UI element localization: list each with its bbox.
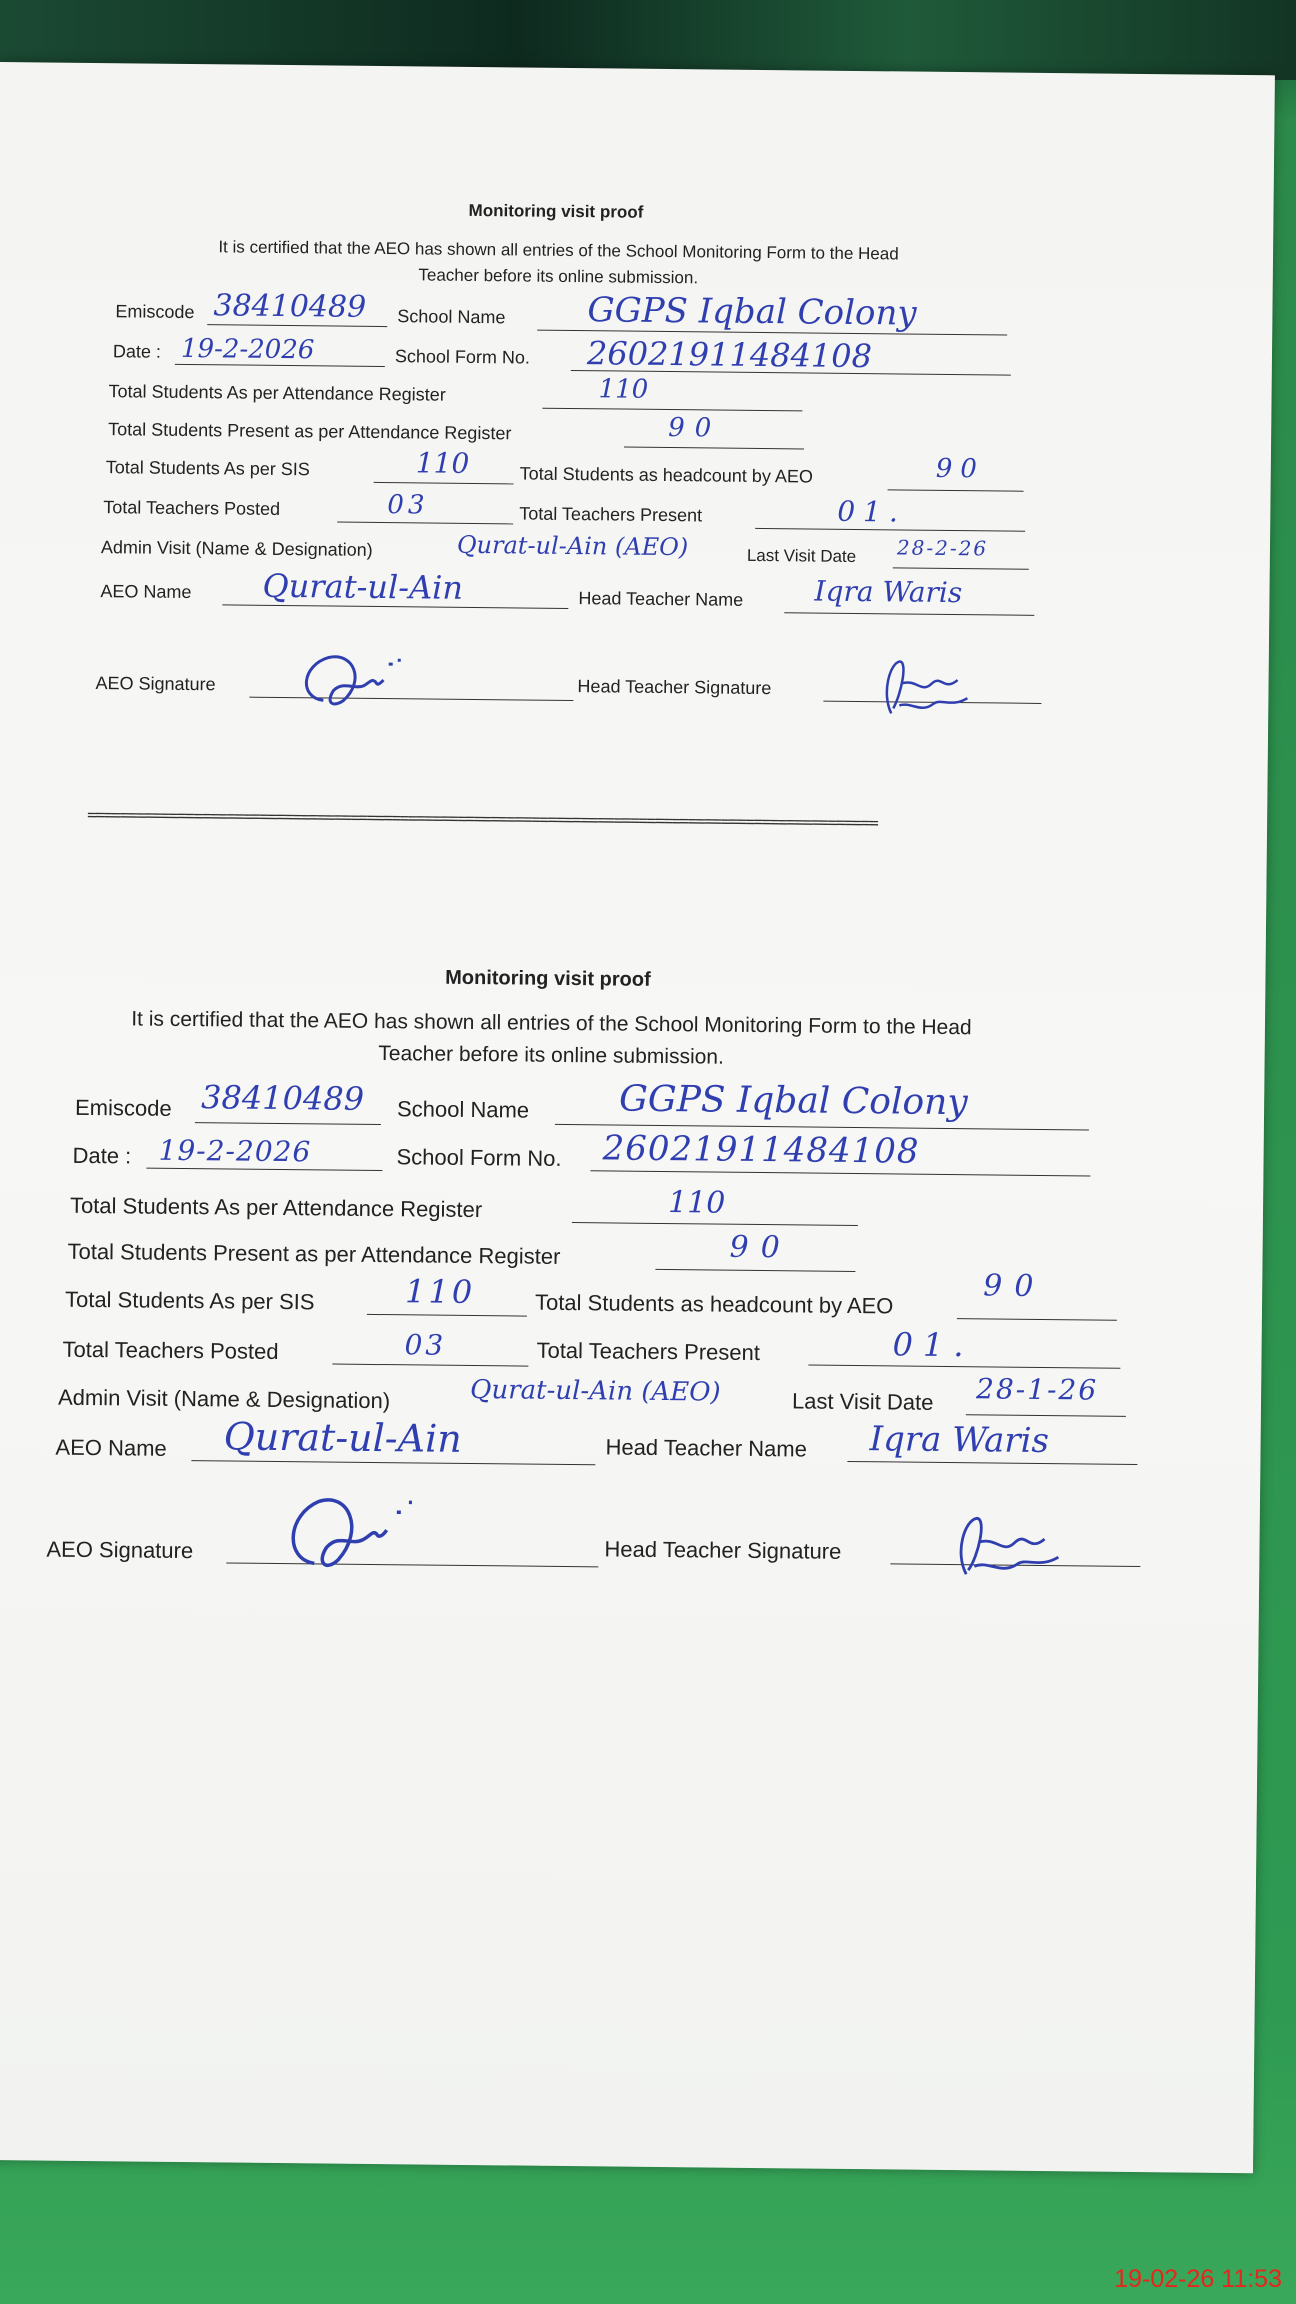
total-attendance-value: 110 [598, 374, 649, 405]
school-form-no-value: 26021911484108 [602, 1128, 920, 1172]
last-visit-value: 28-1-26 [975, 1372, 1099, 1407]
head-teacher-name-value: Iqra Waris [814, 574, 963, 610]
emiscode-value: 38410489 [213, 288, 367, 325]
head-teacher-signature-drawing [944, 1512, 1095, 1590]
total-sis-line [367, 1314, 527, 1317]
head-teacher-signature-drawing [871, 653, 1002, 729]
aeo-name-line [191, 1460, 595, 1465]
aeo-signature-label: AEO Signature [46, 1536, 194, 1564]
school-name-value: GGPS Iqbal Colony [618, 1078, 968, 1124]
total-present-line [655, 1269, 855, 1272]
teachers-posted-line [337, 522, 513, 525]
total-sis-label: Total Students As per SIS [64, 1286, 315, 1315]
form-title: Monitoring visit proof [445, 966, 651, 991]
aeo-signature-drawing [293, 645, 454, 722]
aeo-name-value: Qurat-ul-Ain [223, 1414, 462, 1461]
emiscode-label: Emiscode [115, 301, 195, 323]
emiscode-line [195, 1122, 381, 1125]
teachers-present-label: Total Teachers Present [536, 1337, 761, 1366]
school-form-no-label: School Form No. [394, 346, 531, 368]
teachers-posted-value: 03 [404, 1328, 447, 1362]
head-teacher-name-label: Head Teacher Name [578, 588, 744, 610]
separator-line: ================================================================================================ [87, 804, 878, 833]
certification-line-1: It is certified that the AEO has shown all entries of the School Monitoring Form to the Head [131, 1007, 972, 1040]
teachers-present-line [755, 528, 1025, 532]
aeo-signature-label: AEO Signature [95, 673, 216, 695]
teachers-present-label: Total Teachers Present [519, 503, 703, 526]
admin-visit-value: Qurat-ul-Ain (AEO) [456, 530, 689, 562]
last-visit-line [966, 1414, 1126, 1417]
school-form-no-value: 26021911484108 [586, 334, 873, 376]
last-visit-label: Last Visit Date [746, 545, 857, 566]
date-label: Date : [112, 341, 162, 362]
head-teacher-signature-label: Head Teacher Signature [577, 676, 772, 699]
total-headcount-label: Total Students as headcount by AEO [534, 1289, 894, 1319]
total-present-line [624, 447, 804, 450]
aeo-name-label: AEO Name [55, 1434, 167, 1461]
last-visit-label: Last Visit Date [791, 1388, 934, 1415]
certification-line-2: Teacher before its online submission. [418, 265, 699, 288]
total-present-label: Total Students Present as per Attendance Register [108, 419, 512, 444]
aeo-name-label: AEO Name [100, 581, 192, 603]
total-headcount-line [957, 1318, 1117, 1321]
total-sis-label: Total Students As per SIS [105, 457, 310, 480]
last-visit-line [893, 567, 1029, 569]
total-sis-value: 110 [415, 446, 470, 480]
paper-sheet [0, 62, 1275, 2173]
aeo-name-value: Qurat-ul-Ain [262, 566, 464, 607]
admin-visit-label: Admin Visit (Name & Designation) [57, 1384, 391, 1414]
total-headcount-value: 90 [935, 453, 986, 485]
school-form-no-label: School Form No. [396, 1144, 562, 1171]
total-attendance-label: Total Students As per Attendance Register [69, 1192, 483, 1223]
date-label: Date : [72, 1142, 132, 1169]
teachers-present-value: 01. [837, 494, 907, 529]
school-name-label: School Name [397, 306, 506, 328]
head-teacher-signature-label: Head Teacher Signature [604, 1536, 842, 1564]
photo-timestamp: 19-02-26 11:53 [1114, 2265, 1282, 2293]
total-attendance-value: 110 [667, 1185, 726, 1221]
total-attendance-line [542, 408, 802, 412]
school-name-value: GGPS Iqbal Colony [587, 290, 917, 334]
date-line [146, 1168, 382, 1171]
school-form-no-line [590, 1170, 1090, 1176]
head-teacher-name-line [784, 612, 1034, 616]
certification-line-2: Teacher before its online submission. [378, 1042, 724, 1069]
total-headcount-line [888, 489, 1024, 491]
admin-visit-label: Admin Visit (Name & Designation) [100, 537, 373, 560]
total-headcount-value: 90 [983, 1268, 1046, 1305]
teachers-posted-line [332, 1364, 528, 1367]
teachers-posted-label: Total Teachers Posted [103, 497, 281, 519]
form-title: Monitoring visit proof [468, 200, 644, 222]
date-value: 19-2-2026 [180, 333, 315, 366]
emiscode-value: 38410489 [200, 1078, 365, 1118]
teachers-posted-label: Total Teachers Posted [62, 1336, 279, 1364]
total-present-value: 90 [668, 413, 722, 444]
certification-line-1: It is certified that the AEO has shown all entries of the School Monitoring Form to the Head [218, 237, 899, 264]
total-present-value: 90 [729, 1229, 792, 1266]
emiscode-label: Emiscode [74, 1094, 172, 1121]
teachers-present-line [808, 1365, 1120, 1369]
total-attendance-label: Total Students As per Attendance Register [108, 381, 446, 405]
head-teacher-name-line [847, 1461, 1137, 1465]
head-teacher-name-value: Iqra Waris [869, 1419, 1050, 1462]
teachers-posted-value: 03 [387, 490, 429, 521]
last-visit-value: 28-2-26 [896, 535, 989, 561]
total-sis-line [374, 482, 514, 484]
date-value: 19-2-2026 [158, 1133, 312, 1169]
total-present-label: Total Students Present as per Attendance Register [67, 1238, 561, 1269]
head-teacher-name-label: Head Teacher Name [605, 1434, 808, 1462]
total-attendance-line [572, 1222, 858, 1226]
aeo-signature-drawing [278, 1485, 469, 1583]
total-headcount-label: Total Students as headcount by AEO [519, 463, 814, 487]
total-sis-value: 110 [404, 1272, 476, 1312]
admin-visit-value: Qurat-ul-Ain (AEO) [469, 1374, 721, 1408]
school-name-label: School Name [396, 1096, 530, 1123]
teachers-present-value: 01. [892, 1325, 974, 1365]
